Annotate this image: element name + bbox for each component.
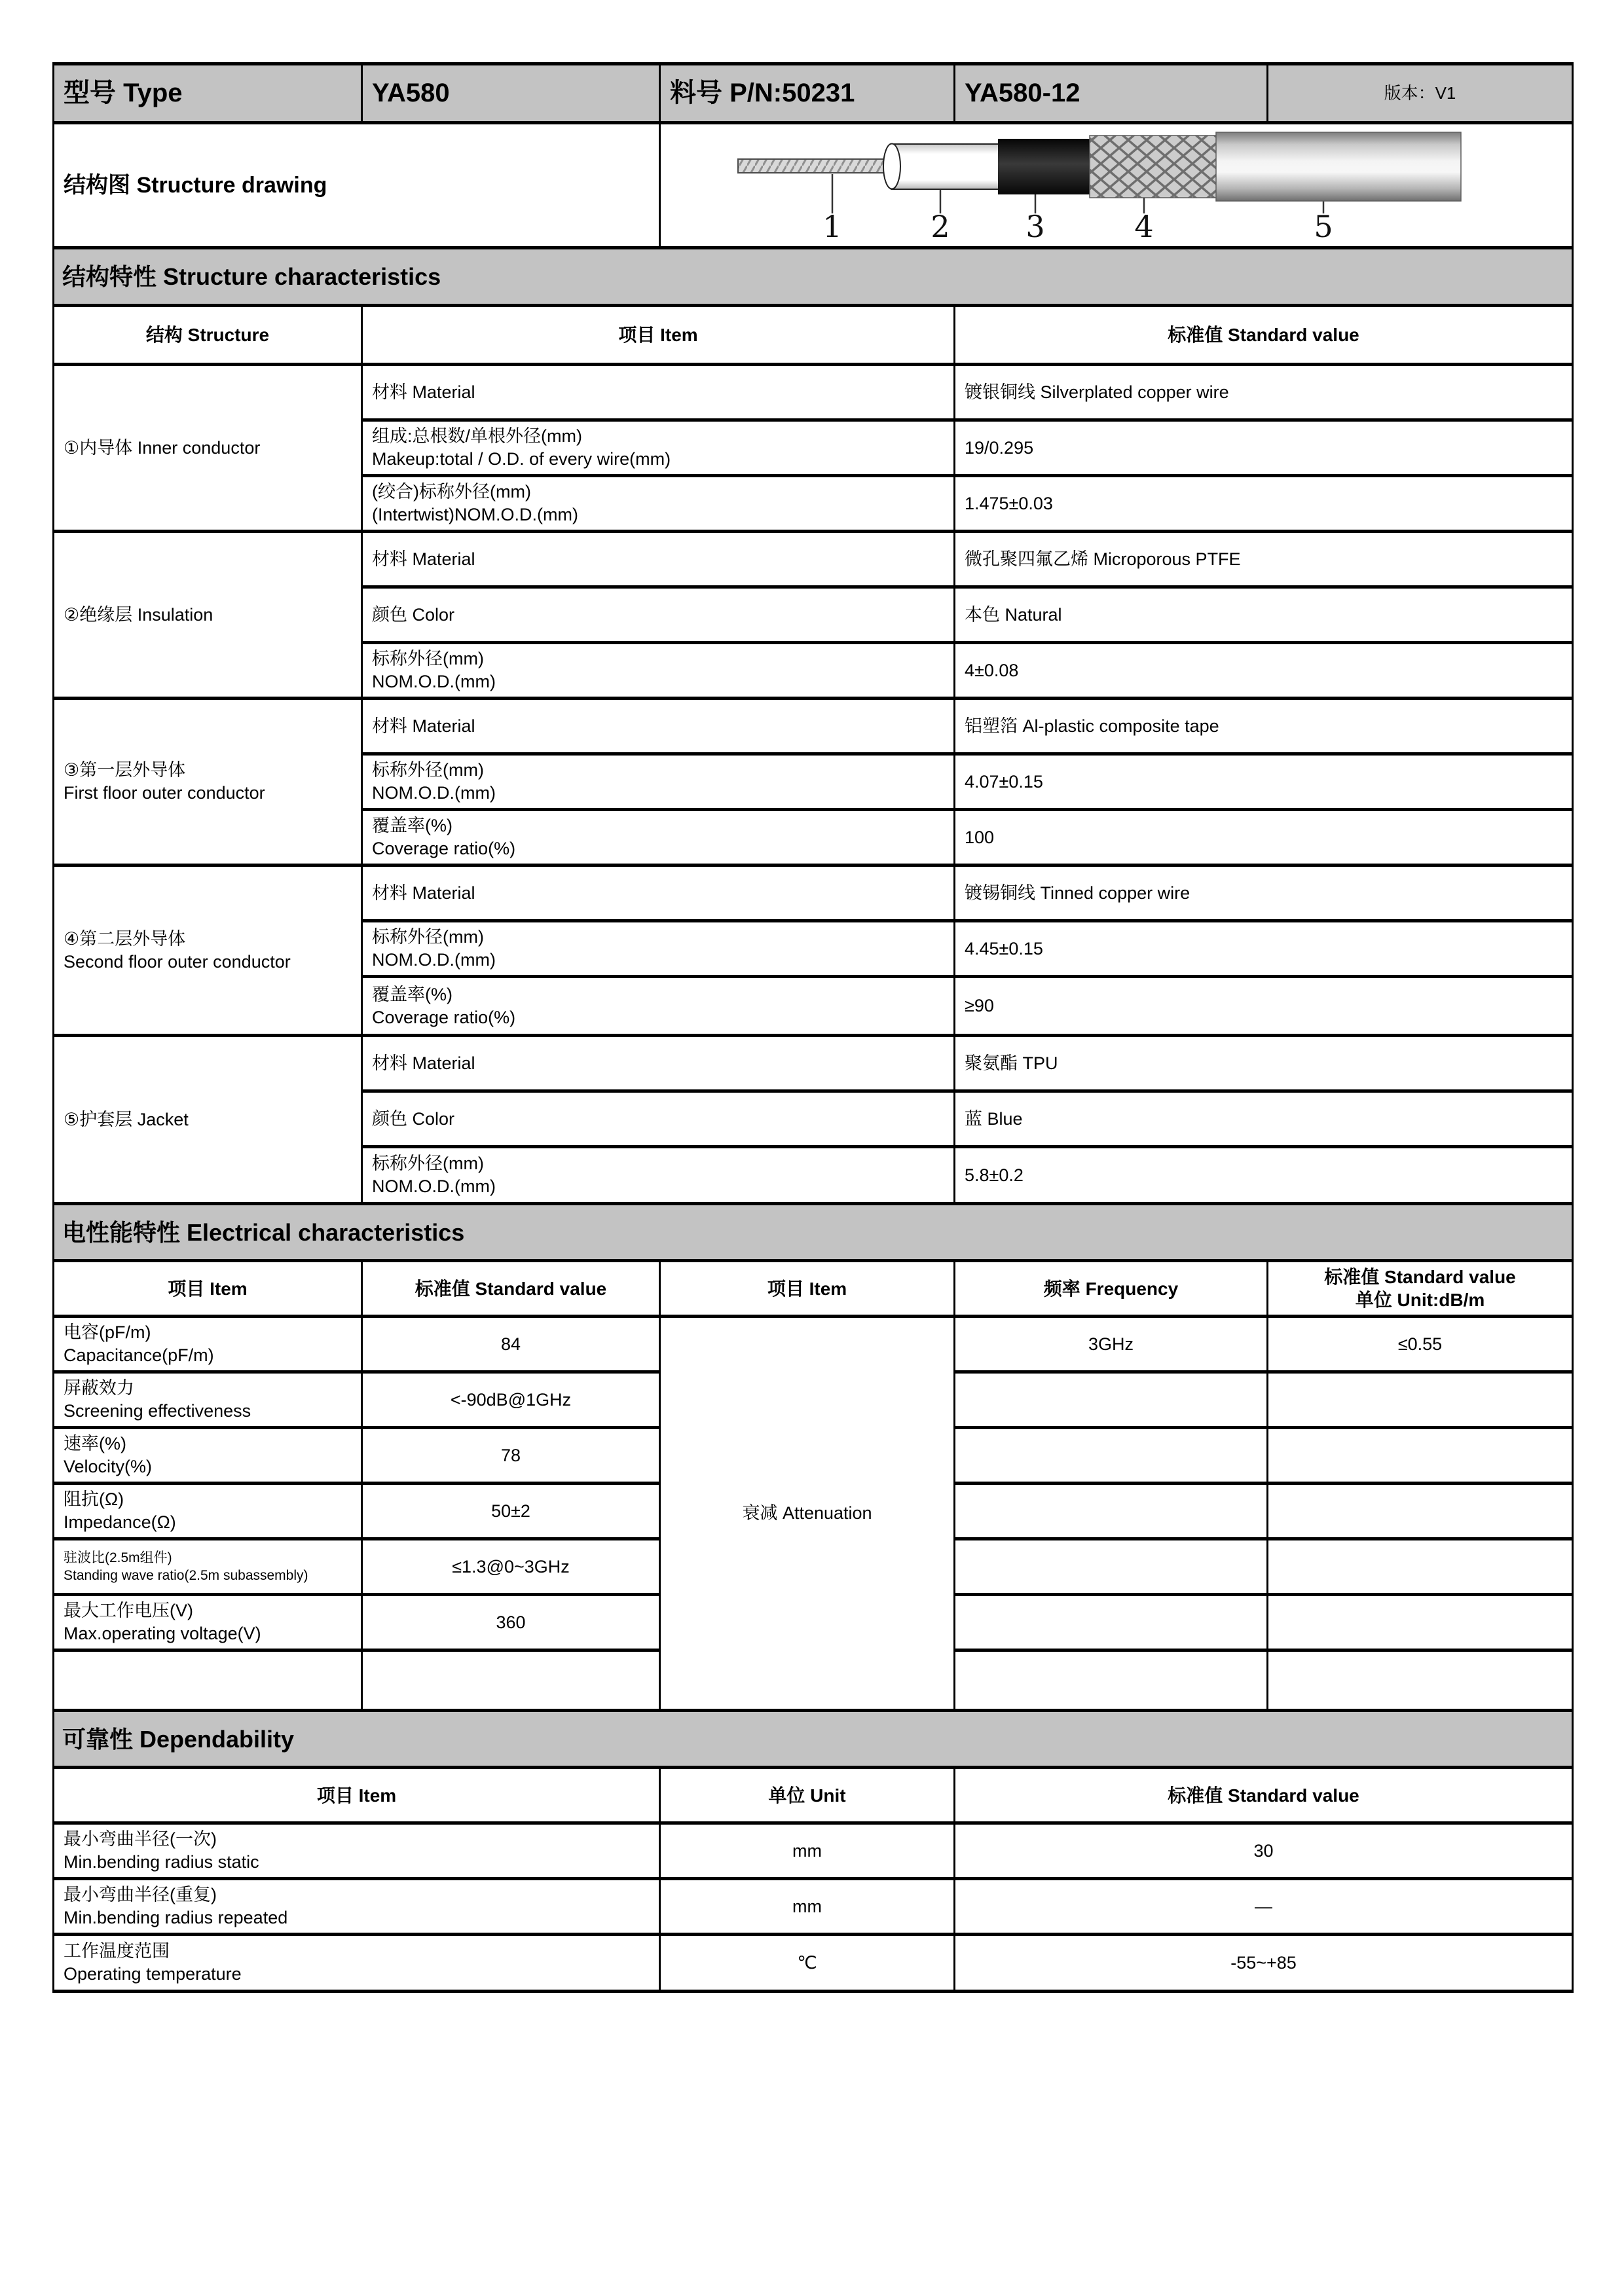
item-cell <box>54 1823 660 1879</box>
item-cell <box>54 1539 362 1595</box>
value-text: 360 <box>496 1612 526 1632</box>
table-row <box>54 365 1573 420</box>
item-cell <box>54 1650 362 1711</box>
item-line1: 颜色 Color <box>372 1108 455 1129</box>
item-cell <box>362 643 955 699</box>
frequency-cell <box>955 1484 1268 1539</box>
group-name-line1: ①内导体 Inner conductor <box>64 437 261 458</box>
table-row <box>54 532 1573 587</box>
col-header-dep-value <box>955 1768 1573 1823</box>
item-cell <box>362 532 955 587</box>
item-line2: Max.operating voltage(V) <box>64 1624 261 1643</box>
unit-text: mm <box>792 1896 822 1916</box>
item-cell <box>362 754 955 810</box>
col-header-text: 项目 Item <box>767 1278 847 1299</box>
group-name-line2: First floor outer conductor <box>64 783 265 803</box>
value-cell <box>955 1879 1573 1935</box>
item-cell <box>362 921 955 977</box>
table-row <box>54 64 1573 123</box>
value-text: 100 <box>965 827 995 847</box>
table-row <box>54 1317 1573 1372</box>
pn-value-cell <box>955 64 1268 123</box>
attenuation-label: 衰减 Attenuation <box>742 1503 872 1523</box>
callout-3: 3 <box>1025 209 1045 240</box>
braid-graphic <box>1090 136 1219 198</box>
unit-cell <box>660 1823 955 1879</box>
value-text: 蓝 Blue <box>965 1108 1023 1129</box>
col-header-text: 频率 Frequency <box>1043 1278 1179 1299</box>
version-cell <box>1268 64 1573 123</box>
structure-group-name-cell <box>54 1036 362 1204</box>
item-line1: 标称外径(mm) <box>372 927 484 947</box>
value-text: 微孔聚四氟乙烯 Microporous PTFE <box>965 549 1241 569</box>
type-label-cell <box>54 64 362 123</box>
item-line1: 材料 Material <box>372 1053 475 1073</box>
col-header-frequency <box>955 1261 1268 1317</box>
value-cell <box>362 1428 660 1484</box>
item-line1: (绞合)标称外径(mm) <box>372 482 531 501</box>
col-header-text: 结构 Structure <box>145 325 270 345</box>
table-row <box>54 699 1573 754</box>
item-line2: Screening effectiveness <box>64 1401 251 1421</box>
value-cell <box>955 977 1573 1036</box>
unit-cell <box>660 1879 955 1935</box>
item-line2: Min.bending radius static <box>64 1852 259 1872</box>
value-cell <box>955 365 1573 420</box>
frequency-cell <box>955 1317 1268 1372</box>
item-cell <box>362 866 955 921</box>
item-cell <box>54 1484 362 1539</box>
item-line1: 最小弯曲半径(重复) <box>64 1885 217 1904</box>
pn-label-cell <box>660 64 955 123</box>
value-text: ≥90 <box>965 996 994 1015</box>
value-text: 1.475±0.03 <box>965 493 1053 513</box>
frequency-cell <box>955 1372 1268 1428</box>
atten-value-cell <box>1268 1372 1573 1428</box>
value-text: -55~+85 <box>1230 1952 1297 1973</box>
item-line1: 材料 Material <box>372 549 475 569</box>
structure-drawing-label-cell <box>54 123 660 248</box>
atten-value-cell <box>1268 1317 1573 1372</box>
col-header-dep-item <box>54 1768 660 1823</box>
item-cell <box>362 1036 955 1091</box>
value-cell <box>955 921 1573 977</box>
value-text: 4.07±0.15 <box>965 771 1043 792</box>
electrical-section-title: 电性能特性 Electrical characteristics <box>62 1218 465 1246</box>
table-row <box>54 1879 1573 1935</box>
table-row <box>54 1768 1573 1823</box>
item-cell <box>362 420 955 476</box>
table-row <box>54 1204 1573 1261</box>
value-text: — <box>1255 1896 1272 1916</box>
dependability-section-title-cell <box>54 1711 1573 1768</box>
item-line1: 材料 Material <box>372 382 475 402</box>
item-line1: 标称外径(mm) <box>372 649 484 668</box>
value-text: 84 <box>500 1334 521 1354</box>
atten-value-cell <box>1268 1428 1573 1484</box>
value-cell <box>955 1036 1573 1091</box>
value-cell <box>955 699 1573 754</box>
structure-group-name-cell <box>54 365 362 532</box>
col-header-text: 标准值 Standard value <box>1168 1785 1359 1806</box>
item-line2: Coverage ratio(%) <box>372 1007 516 1027</box>
value-cell <box>955 476 1573 532</box>
item-line2: Standing wave ratio(2.5m subassembly) <box>64 1568 308 1583</box>
electrical-section-title-cell <box>54 1204 1573 1261</box>
version-text: 版本：V1 <box>1384 83 1456 103</box>
table-row <box>54 1036 1573 1091</box>
item-cell <box>54 1372 362 1428</box>
value-text: 78 <box>500 1445 521 1465</box>
group-name-line1: ③第一层外导体 <box>64 760 186 780</box>
spec-table <box>52 62 1574 1993</box>
value-text: 4.45±0.15 <box>965 938 1043 958</box>
item-line1: 覆盖率(%) <box>372 816 452 835</box>
item-line2: Coverage ratio(%) <box>372 839 516 858</box>
callout-4: 4 <box>1134 209 1154 240</box>
value-cell <box>362 1595 660 1650</box>
callout-5: 5 <box>1314 209 1333 240</box>
item-cell <box>54 1317 362 1372</box>
item-line1: 标称外径(mm) <box>372 760 484 780</box>
unit-cell <box>660 1935 955 1992</box>
value-text: 聚氨酯 TPU <box>965 1053 1058 1073</box>
value-cell <box>955 1935 1573 1992</box>
item-line2: NOM.O.D.(mm) <box>372 1176 496 1196</box>
insulation-end-face <box>883 144 900 189</box>
col-header-text: 项目 Item <box>316 1785 397 1806</box>
col-header-text: 标准值 Standard value <box>1168 325 1359 345</box>
col-header-item <box>362 306 955 365</box>
item-line2: Velocity(%) <box>64 1457 153 1476</box>
atten-value-cell <box>1268 1650 1573 1711</box>
table-row <box>54 306 1573 365</box>
value-cell <box>955 1147 1573 1204</box>
structure-section-title-cell <box>54 248 1573 306</box>
item-line2: Makeup:total / O.D. of every wire(mm) <box>372 449 671 469</box>
col-header-structure <box>54 306 362 365</box>
structure-drawing-label: 结构图 Structure drawing <box>64 172 327 198</box>
pn-value: YA580-12 <box>965 79 1080 107</box>
table-row <box>54 1823 1573 1879</box>
col-header-atten-value <box>1268 1261 1573 1317</box>
item-line2: (Intertwist)NOM.O.D.(mm) <box>372 505 578 524</box>
item-line1: 屏蔽效力 <box>64 1378 134 1398</box>
value-cell <box>362 1317 660 1372</box>
value-cell <box>955 754 1573 810</box>
structure-group-name-cell <box>54 699 362 866</box>
atten-value-cell <box>1268 1595 1573 1650</box>
item-cell <box>362 1091 955 1147</box>
structure-drawing-cell <box>660 123 1573 248</box>
structure-group-name-cell <box>54 866 362 1036</box>
item-line1: 覆盖率(%) <box>372 984 452 1004</box>
item-line2: Capacitance(pF/m) <box>64 1345 214 1365</box>
col-header-text: 标准值 Standard value <box>415 1278 607 1299</box>
value-cell <box>955 1823 1573 1879</box>
group-name-line1: ④第二层外导体 <box>64 928 186 949</box>
atten-value-cell <box>1268 1539 1573 1595</box>
value-cell <box>955 810 1573 866</box>
item-line1: 最小弯曲半径(一次) <box>64 1829 217 1849</box>
item-line1: 颜色 Color <box>372 604 455 625</box>
cable-structure-drawing <box>661 124 1567 240</box>
inner-conductor-graphic <box>738 159 895 173</box>
value-text: 5.8±0.2 <box>965 1165 1024 1185</box>
item-line1: 标称外径(mm) <box>372 1154 484 1173</box>
value-cell <box>955 1091 1573 1147</box>
value-text: 30 <box>1253 1840 1274 1861</box>
frequency-cell <box>955 1539 1268 1595</box>
table-row <box>54 1935 1573 1992</box>
jacket-graphic <box>1216 132 1461 201</box>
value-cell <box>362 1650 660 1711</box>
item-line1: 材料 Material <box>372 883 475 903</box>
item-line1: 组成:总根数/单根外径(mm) <box>372 426 582 446</box>
item-line1: 电容(pF/m) <box>64 1322 151 1342</box>
value-cell <box>955 420 1573 476</box>
table-row <box>54 123 1573 248</box>
group-name-line2: Second floor outer conductor <box>64 951 291 972</box>
pn-label: 料号 P/N:50231 <box>670 79 855 107</box>
frequency-cell <box>955 1595 1268 1650</box>
dependability-section-title: 可靠性 Dependability <box>62 1725 295 1753</box>
col-header-value <box>955 306 1573 365</box>
table-row <box>54 1711 1573 1768</box>
item-line2: Operating temperature <box>64 1964 242 1984</box>
item-line1: 最大工作电压(V) <box>64 1601 193 1620</box>
item-cell <box>362 699 955 754</box>
structure-section-title: 结构特性 Structure characteristics <box>62 263 441 290</box>
table-row <box>54 866 1573 921</box>
frequency-text: 3GHz <box>1088 1334 1134 1354</box>
value-cell <box>362 1539 660 1595</box>
unit-text: ℃ <box>797 1952 817 1973</box>
col-header-item-right <box>660 1261 955 1317</box>
item-cell <box>362 810 955 866</box>
callout-2: 2 <box>931 209 950 240</box>
item-line1: 驻波比(2.5m组件) <box>64 1550 172 1565</box>
atten-value-cell <box>1268 1484 1573 1539</box>
col-header-value-left <box>362 1261 660 1317</box>
frequency-cell <box>955 1650 1268 1711</box>
value-cell <box>955 866 1573 921</box>
group-name-line1: ⑤护套层 Jacket <box>64 1109 189 1129</box>
atten-value-text: ≤0.55 <box>1397 1334 1443 1354</box>
type-label: 型号 Type <box>64 79 183 107</box>
value-text: 镀锡铜线 Tinned copper wire <box>965 883 1190 903</box>
item-cell <box>362 365 955 420</box>
item-line2: NOM.O.D.(mm) <box>372 950 496 970</box>
item-cell <box>54 1935 660 1992</box>
item-cell <box>362 1147 955 1204</box>
value-cell <box>362 1372 660 1428</box>
type-value: YA580 <box>372 79 450 107</box>
item-cell <box>362 476 955 532</box>
item-cell <box>54 1428 362 1484</box>
value-text: 铝塑箔 Al-plastic composite tape <box>965 716 1219 736</box>
value-cell <box>362 1484 660 1539</box>
item-cell <box>362 977 955 1036</box>
item-line1: 阻抗(Ω) <box>64 1489 124 1509</box>
frequency-cell <box>955 1428 1268 1484</box>
item-line1: 材料 Material <box>372 716 475 736</box>
value-text: <-90dB@1GHz <box>450 1389 572 1410</box>
type-value-cell <box>362 64 660 123</box>
item-cell <box>54 1879 660 1935</box>
col-header-text: 项目 Item <box>618 325 698 345</box>
col-header-text: 单位 Unit <box>768 1785 846 1806</box>
group-name-line1: ②绝缘层 Insulation <box>64 604 213 625</box>
item-line2: Impedance(Ω) <box>64 1512 176 1532</box>
value-text: 镀银铜线 Silverplated copper wire <box>965 382 1229 402</box>
callout-numbers <box>822 209 1333 240</box>
col-header-text: 标准值 Standard value <box>1324 1267 1516 1287</box>
value-text: 4±0.08 <box>965 660 1019 680</box>
col-header-dep-unit <box>660 1768 955 1823</box>
item-line2: NOM.O.D.(mm) <box>372 672 496 691</box>
value-text: 50±2 <box>491 1501 530 1521</box>
item-cell <box>362 587 955 643</box>
value-cell <box>955 643 1573 699</box>
col-header-item-left <box>54 1261 362 1317</box>
value-cell <box>955 532 1573 587</box>
insulation-graphic <box>891 144 1004 189</box>
col-header-text: 项目 Item <box>168 1278 248 1299</box>
value-cell <box>955 587 1573 643</box>
value-text: ≤1.3@0~3GHz <box>452 1556 570 1576</box>
item-line1: 速率(%) <box>64 1434 126 1453</box>
value-text: 本色 Natural <box>965 604 1062 625</box>
item-cell <box>54 1595 362 1650</box>
first-outer-conductor-graphic <box>998 139 1095 194</box>
attenuation-cell <box>660 1317 955 1711</box>
item-line2: Min.bending radius repeated <box>64 1908 288 1927</box>
unit-text: mm <box>792 1840 822 1861</box>
item-line2: NOM.O.D.(mm) <box>372 783 496 803</box>
item-line1: 工作温度范围 <box>64 1941 170 1961</box>
table-row <box>54 248 1573 306</box>
table-row <box>54 1261 1573 1317</box>
callout-1: 1 <box>822 209 842 240</box>
value-text: 19/0.295 <box>965 437 1034 458</box>
col-header-text: 单位 Unit:dB/m <box>1355 1290 1485 1310</box>
structure-group-name-cell <box>54 532 362 699</box>
